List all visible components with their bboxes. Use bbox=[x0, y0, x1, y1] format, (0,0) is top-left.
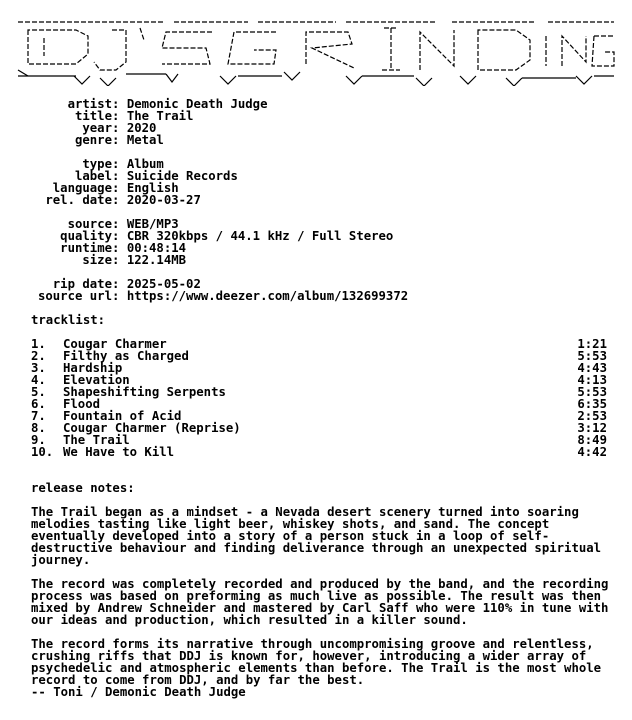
track-number: 6. bbox=[31, 397, 46, 411]
field-value: Metal bbox=[126, 133, 164, 147]
track-title: Cougar Charmer (Reprise) bbox=[63, 421, 241, 435]
nfo-document bbox=[16, 14, 616, 698]
field-separator: : bbox=[112, 169, 127, 183]
field-separator: : bbox=[112, 121, 127, 135]
field-separator: : bbox=[112, 229, 127, 243]
track-title: Hardship bbox=[63, 361, 123, 375]
field-label: rel. date bbox=[45, 193, 112, 207]
track-title: The Trail bbox=[63, 433, 130, 447]
track-duration: 5:53 bbox=[577, 349, 607, 363]
track-duration: 1:21 bbox=[577, 337, 607, 351]
field-label: source bbox=[67, 217, 112, 231]
field-separator: : bbox=[112, 181, 127, 195]
field-label: runtime bbox=[60, 241, 112, 255]
track-title: We Have to Kill bbox=[63, 445, 175, 459]
field-separator: : bbox=[112, 97, 127, 111]
track-duration: 4:43 bbox=[577, 361, 607, 375]
field-separator: : bbox=[112, 241, 127, 255]
track-number: 5. bbox=[31, 385, 46, 399]
field-value: 122.14MB bbox=[126, 253, 187, 267]
track-number: 9. bbox=[31, 433, 46, 447]
field-value: 2020 bbox=[126, 121, 157, 135]
field-value: The Trail bbox=[126, 109, 194, 123]
track-duration: 4:13 bbox=[577, 373, 607, 387]
track-duration: 3:12 bbox=[577, 421, 607, 435]
field-label: rip date bbox=[52, 277, 112, 291]
field-value: Suicide Records bbox=[126, 169, 238, 183]
release-notes-paragraph: The record forms its narrative through uncompromising groove and relentless, crushing riffs that DDJ is known for, however, introducing a wider array of psychedelic and atmospheric elements than before. The Trail is the most whole record to come from DDJ, and by far the best. -- Toni / Demonic Death Judge bbox=[31, 637, 602, 699]
track-title: Flood bbox=[63, 397, 101, 411]
field-separator: : bbox=[112, 217, 127, 231]
tracklist-heading: tracklist: bbox=[31, 313, 106, 327]
field-row bbox=[16, 194, 616, 206]
field-value: 2020-03-27 bbox=[126, 193, 201, 207]
field-separator: : bbox=[112, 157, 127, 171]
field-label: source url bbox=[37, 289, 112, 303]
field-separator: : bbox=[112, 193, 127, 207]
field-value: Album bbox=[126, 157, 164, 171]
field-label: quality bbox=[60, 229, 112, 243]
field-separator: : bbox=[112, 277, 127, 291]
release-notes bbox=[16, 506, 616, 698]
field-separator: : bbox=[112, 109, 127, 123]
field-separator: : bbox=[112, 289, 127, 303]
field-value: 2025-05-02 bbox=[126, 277, 201, 291]
track-duration: 4:42 bbox=[577, 445, 607, 459]
track-row bbox=[16, 386, 616, 398]
field-row bbox=[16, 254, 616, 266]
track-title: Fountain of Acid bbox=[63, 409, 182, 423]
field-label: artist bbox=[67, 97, 112, 111]
field-value: CBR 320kbps / 44.1 kHz / Full Stereo bbox=[126, 229, 394, 243]
field-separator: : bbox=[112, 253, 127, 267]
tracklist bbox=[16, 338, 616, 458]
field-separator: : bbox=[112, 133, 127, 147]
field-label: label bbox=[74, 169, 112, 183]
ascii-logo bbox=[16, 14, 616, 86]
track-duration: 8:49 bbox=[577, 433, 607, 447]
field-row bbox=[16, 134, 616, 146]
track-number: 2. bbox=[31, 349, 46, 363]
field-label: title bbox=[74, 109, 112, 123]
track-number: 1. bbox=[31, 337, 46, 351]
track-number: 4. bbox=[31, 373, 46, 387]
rip-info-group bbox=[16, 278, 616, 302]
track-duration: 6:35 bbox=[577, 397, 607, 411]
release-notes-paragraph: The Trail began as a mindset - a Nevada desert scenery turned into soaring melodies tasting like light beer, whiskey shots, and sand. The concept eventually developed into a story of a person stuck in a loop of self-destructive behaviour and finding deliverance through an unexpected spiritual journey. bbox=[31, 505, 602, 567]
field-label: year bbox=[82, 121, 112, 135]
field-label: genre bbox=[74, 133, 112, 147]
field-value: WEB/MP3 bbox=[126, 217, 179, 231]
field-value: Demonic Death Judge bbox=[126, 97, 268, 111]
track-number: 10. bbox=[31, 445, 54, 459]
field-label: type bbox=[82, 157, 112, 171]
release-info-group bbox=[16, 98, 616, 146]
track-row bbox=[16, 446, 616, 458]
field-value: https://www.deezer.com/album/132699372 bbox=[126, 289, 409, 303]
track-duration: 5:53 bbox=[577, 385, 607, 399]
track-number: 3. bbox=[31, 361, 46, 375]
track-title: Elevation bbox=[63, 373, 130, 387]
field-row bbox=[16, 290, 616, 302]
track-duration: 2:53 bbox=[577, 409, 607, 423]
track-title: Filthy as Charged bbox=[63, 349, 189, 363]
field-label: language bbox=[52, 181, 112, 195]
track-title: Shapeshifting Serpents bbox=[63, 385, 226, 399]
field-value: 00:48:14 bbox=[126, 241, 187, 255]
field-label: size bbox=[82, 253, 112, 267]
release-notes-heading: release notes: bbox=[31, 481, 135, 495]
release-details-group bbox=[16, 158, 616, 206]
track-number: 7. bbox=[31, 409, 46, 423]
track-number: 8. bbox=[31, 421, 46, 435]
audio-source-group bbox=[16, 218, 616, 266]
field-value: English bbox=[126, 181, 179, 195]
track-title: Cougar Charmer bbox=[63, 337, 167, 351]
release-notes-paragraph: The record was completely recorded and produced by the band, and the recording process was based on preforming as much live as possible. The result was then mixed by Andrew Schneider and mastered by Carl Saff who were 110% in tune with our ideas and production, which resulted in a killer sound. bbox=[31, 577, 609, 627]
